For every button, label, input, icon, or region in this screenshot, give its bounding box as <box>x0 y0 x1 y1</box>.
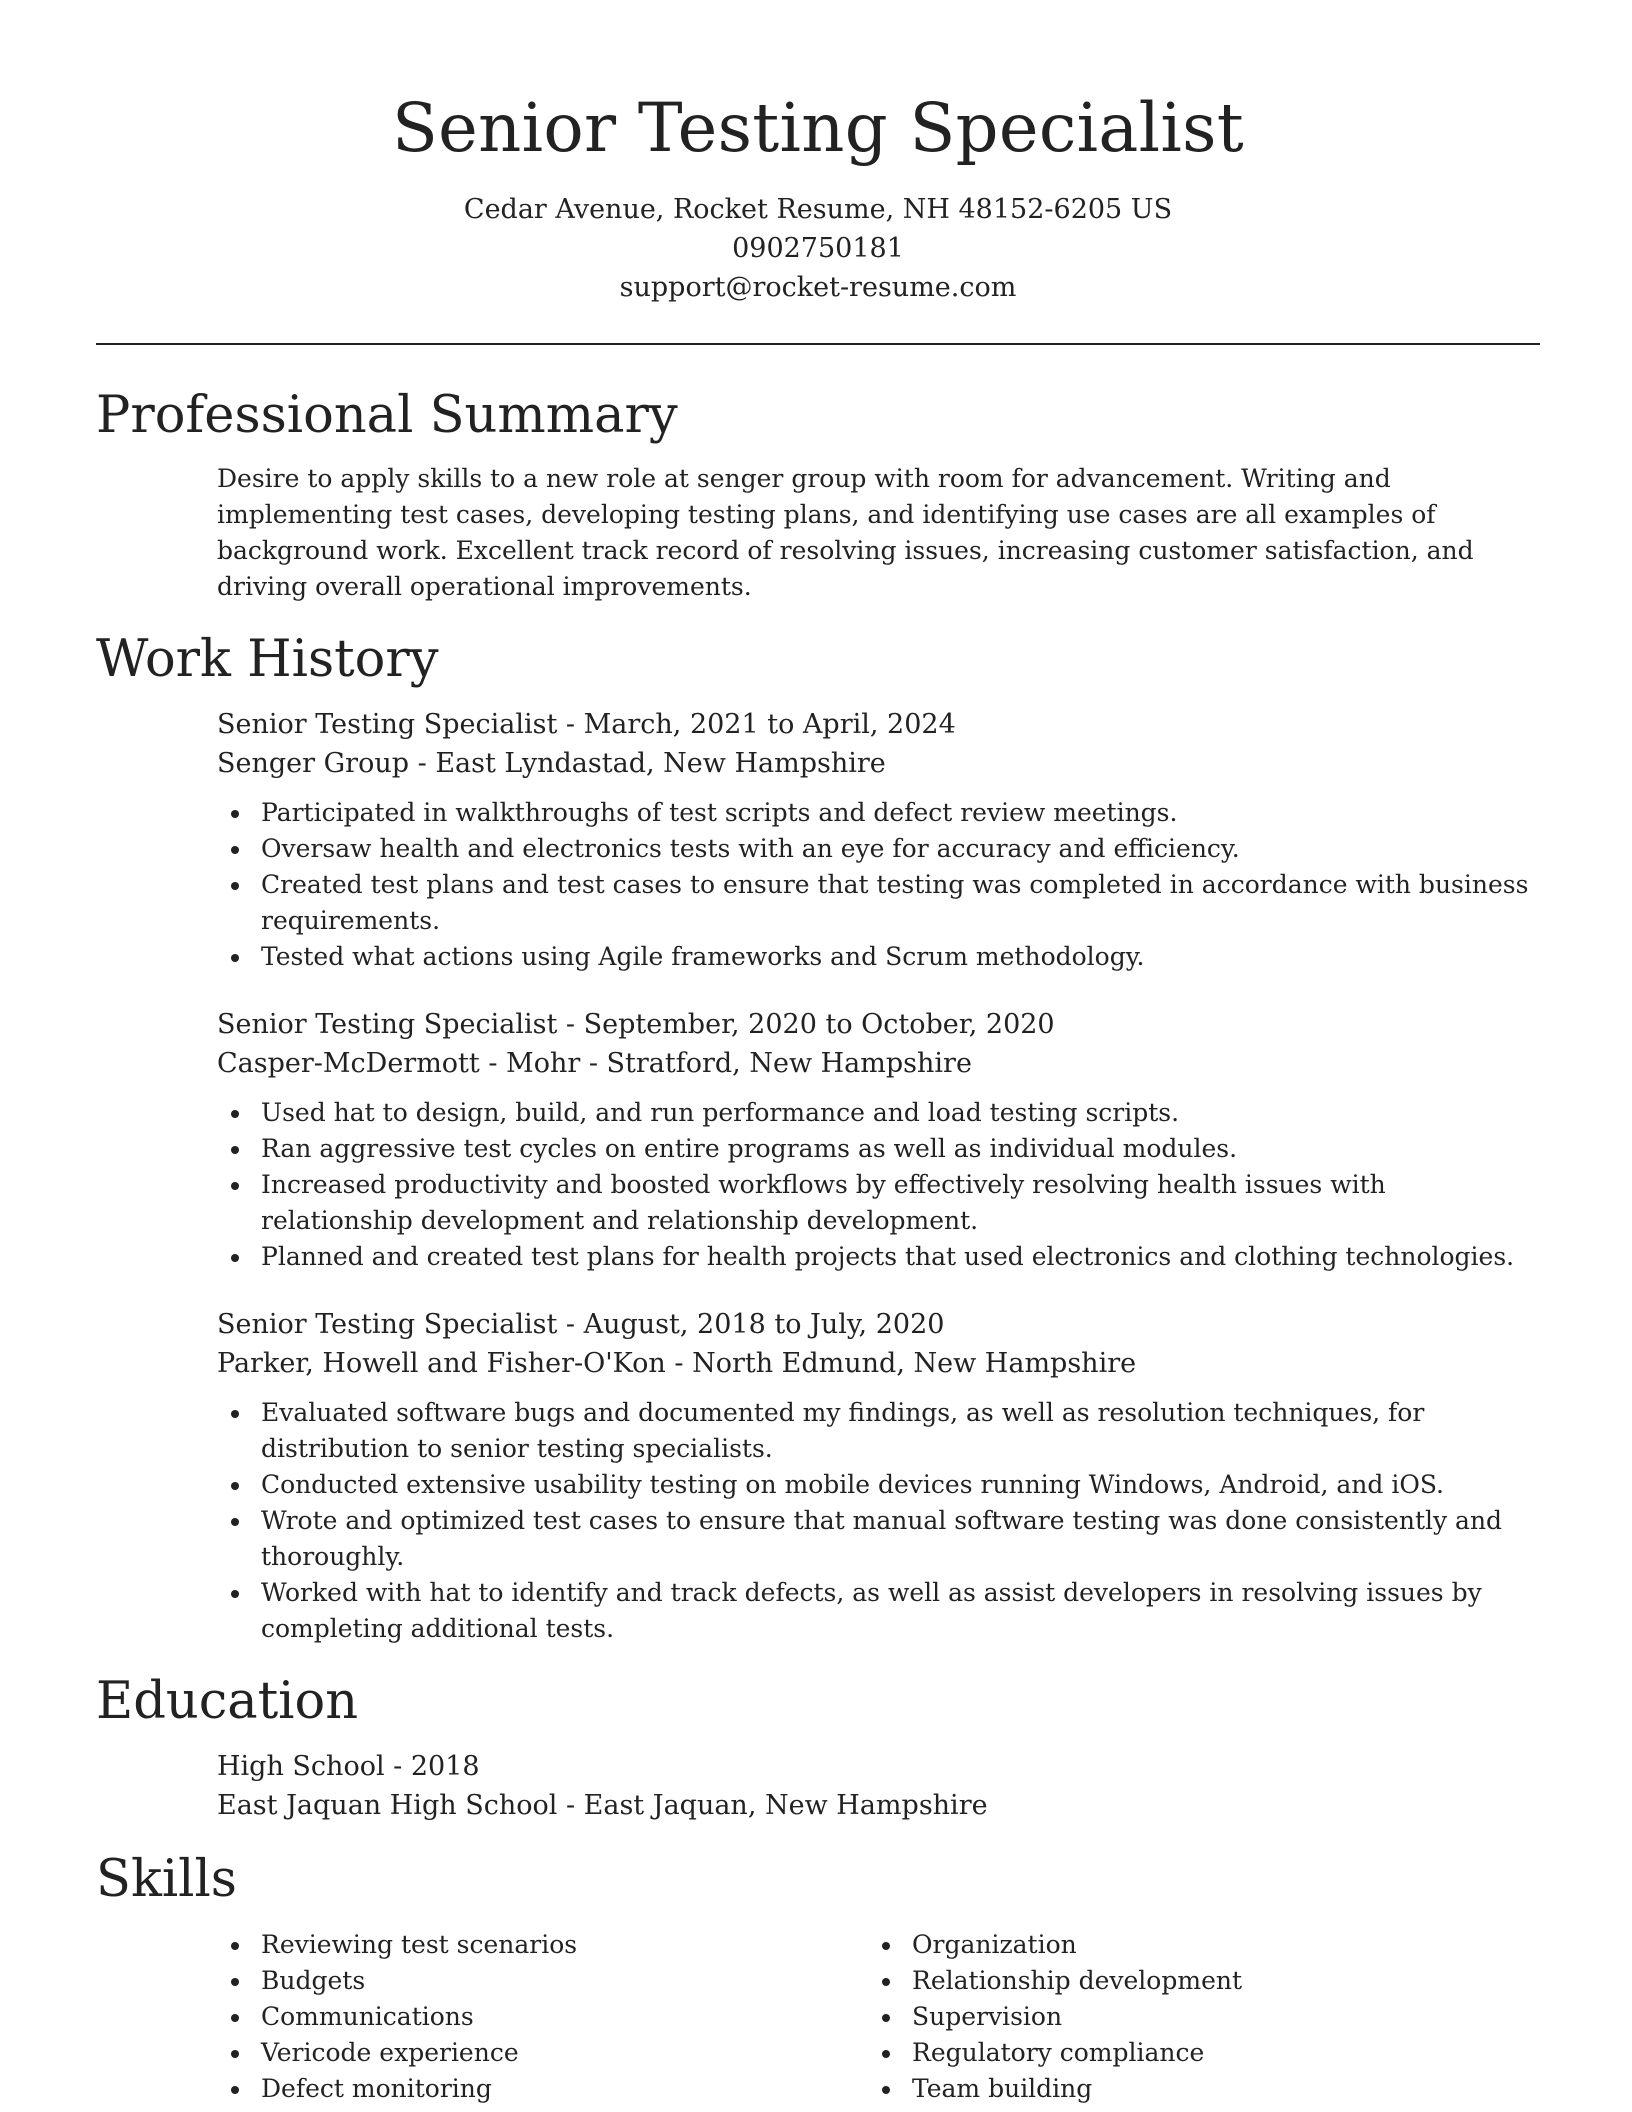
skill-item: Budgets <box>217 1963 868 1999</box>
work-history-section <box>96 627 1540 1647</box>
header-divider <box>96 343 1540 345</box>
education-section <box>96 1669 1540 1825</box>
education-degree: High School <box>217 1751 385 1782</box>
job-company-line <box>217 744 1540 783</box>
resume-header <box>96 0 1540 307</box>
job-bullet: Evaluated software bugs and documented my findings, as well as resolution techniques, for distribution to senior testing specialists. <box>217 1395 1540 1467</box>
skill-item: Relationship development <box>868 1963 1519 1999</box>
job-company: Senger Group <box>217 748 410 779</box>
job-bullets <box>217 1095 1540 1275</box>
skill-item: Communications <box>217 1999 868 2035</box>
skills-list <box>217 1927 868 2107</box>
skills-column-right <box>868 1927 1519 2107</box>
skill-item: Supervision <box>868 1999 1519 2035</box>
job-title-line <box>217 705 1540 744</box>
job-entry <box>217 1305 1540 1647</box>
education-title: Education <box>96 1672 359 1731</box>
job-bullet: Planned and created test plans for health projects that used electronics and clothing technologies. <box>217 1239 1540 1275</box>
job-dates: - September, 2020 to October, 2020 <box>557 1009 1055 1040</box>
job-dates: - August, 2018 to July, 2020 <box>557 1309 945 1340</box>
candidate-name: Senior Testing Specialist <box>391 89 1244 167</box>
summary-text: Desire to apply skills to a new role at senger group with room for advancement. Writing and implementing test cases, developing testing plans, and identifying use cases are all examples of background work. Excellent track record of resolving issues, increasing customer satisfaction, and driving overall operational improvements. <box>217 464 1474 601</box>
skills-section <box>96 1847 1540 2107</box>
skill-item: Regulatory compliance <box>868 2035 1519 2071</box>
job-bullet: Participated in walkthroughs of test scripts and defect review meetings. <box>217 795 1540 831</box>
job-company-line <box>217 1344 1540 1383</box>
job-bullet: Oversaw health and electronics tests with an eye for accuracy and efficiency. <box>217 831 1540 867</box>
summary-title: Professional Summary <box>96 386 678 445</box>
skill-item: Defect monitoring <box>217 2071 868 2107</box>
summary-section <box>96 383 1540 605</box>
skills-list <box>868 1927 1519 2107</box>
job-dates: - March, 2021 to April, 2024 <box>557 709 956 740</box>
job-company: Parker, Howell and Fisher-O'Kon <box>217 1348 666 1379</box>
education-school-line <box>217 1786 1540 1825</box>
phone: 0902750181 <box>732 233 904 264</box>
address: Cedar Avenue, Rocket Resume, NH 48152-6205 US <box>463 194 1173 225</box>
job-bullet: Increased productivity and boosted workflows by effectively resolving health issues with relationship development and relationship development. <box>217 1167 1540 1239</box>
job-location: - East Lyndastad, New Hampshire <box>409 748 886 779</box>
job-entry <box>217 1005 1540 1275</box>
job-role: Senior Testing Specialist <box>217 1309 558 1340</box>
job-company: Casper-McDermott - Mohr <box>217 1048 581 1079</box>
job-bullet: Conducted extensive usability testing on mobile devices running Windows, Android, and iOS. <box>217 1467 1540 1503</box>
job-bullet: Created test plans and test cases to ensure that testing was completed in accordance with business requirements. <box>217 867 1540 939</box>
email: support@rocket-resume.com <box>619 272 1017 303</box>
education-degree-line <box>217 1747 1540 1786</box>
job-bullet: Worked with hat to identify and track defects, as well as assist developers in resolving issues by completing additional tests. <box>217 1575 1540 1647</box>
skill-item: Reviewing test scenarios <box>217 1927 868 1963</box>
education-location: - East Jaquan, New Hampshire <box>557 1790 988 1821</box>
skill-item: Vericode experience <box>217 2035 868 2071</box>
job-bullet: Tested what actions using Agile frameworks and Scrum methodology. <box>217 939 1540 975</box>
skill-item: Team building <box>868 2071 1519 2107</box>
education-year: - 2018 <box>384 1751 480 1782</box>
work-history-title: Work History <box>96 630 439 689</box>
job-location: - North Edmund, New Hampshire <box>665 1348 1137 1379</box>
skills-grid <box>217 1927 1540 2107</box>
job-role: Senior Testing Specialist <box>217 709 558 740</box>
job-bullet: Wrote and optimized test cases to ensure that manual software testing was done consistently and thoroughly. <box>217 1503 1540 1575</box>
skills-title: Skills <box>96 1850 237 1909</box>
resume-page <box>96 0 1540 2107</box>
job-bullet: Used hat to design, build, and run performance and load testing scripts. <box>217 1095 1540 1131</box>
job-title-line <box>217 1305 1540 1344</box>
skill-item: Organization <box>868 1927 1519 1963</box>
job-location: - Stratford, New Hampshire <box>580 1048 972 1079</box>
job-title-line <box>217 1005 1540 1044</box>
job-role: Senior Testing Specialist <box>217 1009 558 1040</box>
education-school: East Jaquan High School <box>217 1790 558 1821</box>
job-entry <box>217 705 1540 975</box>
skills-column-left <box>217 1927 868 2107</box>
job-bullets <box>217 1395 1540 1647</box>
job-company-line <box>217 1044 1540 1083</box>
job-bullets <box>217 795 1540 975</box>
job-bullet: Ran aggressive test cycles on entire programs as well as individual modules. <box>217 1131 1540 1167</box>
